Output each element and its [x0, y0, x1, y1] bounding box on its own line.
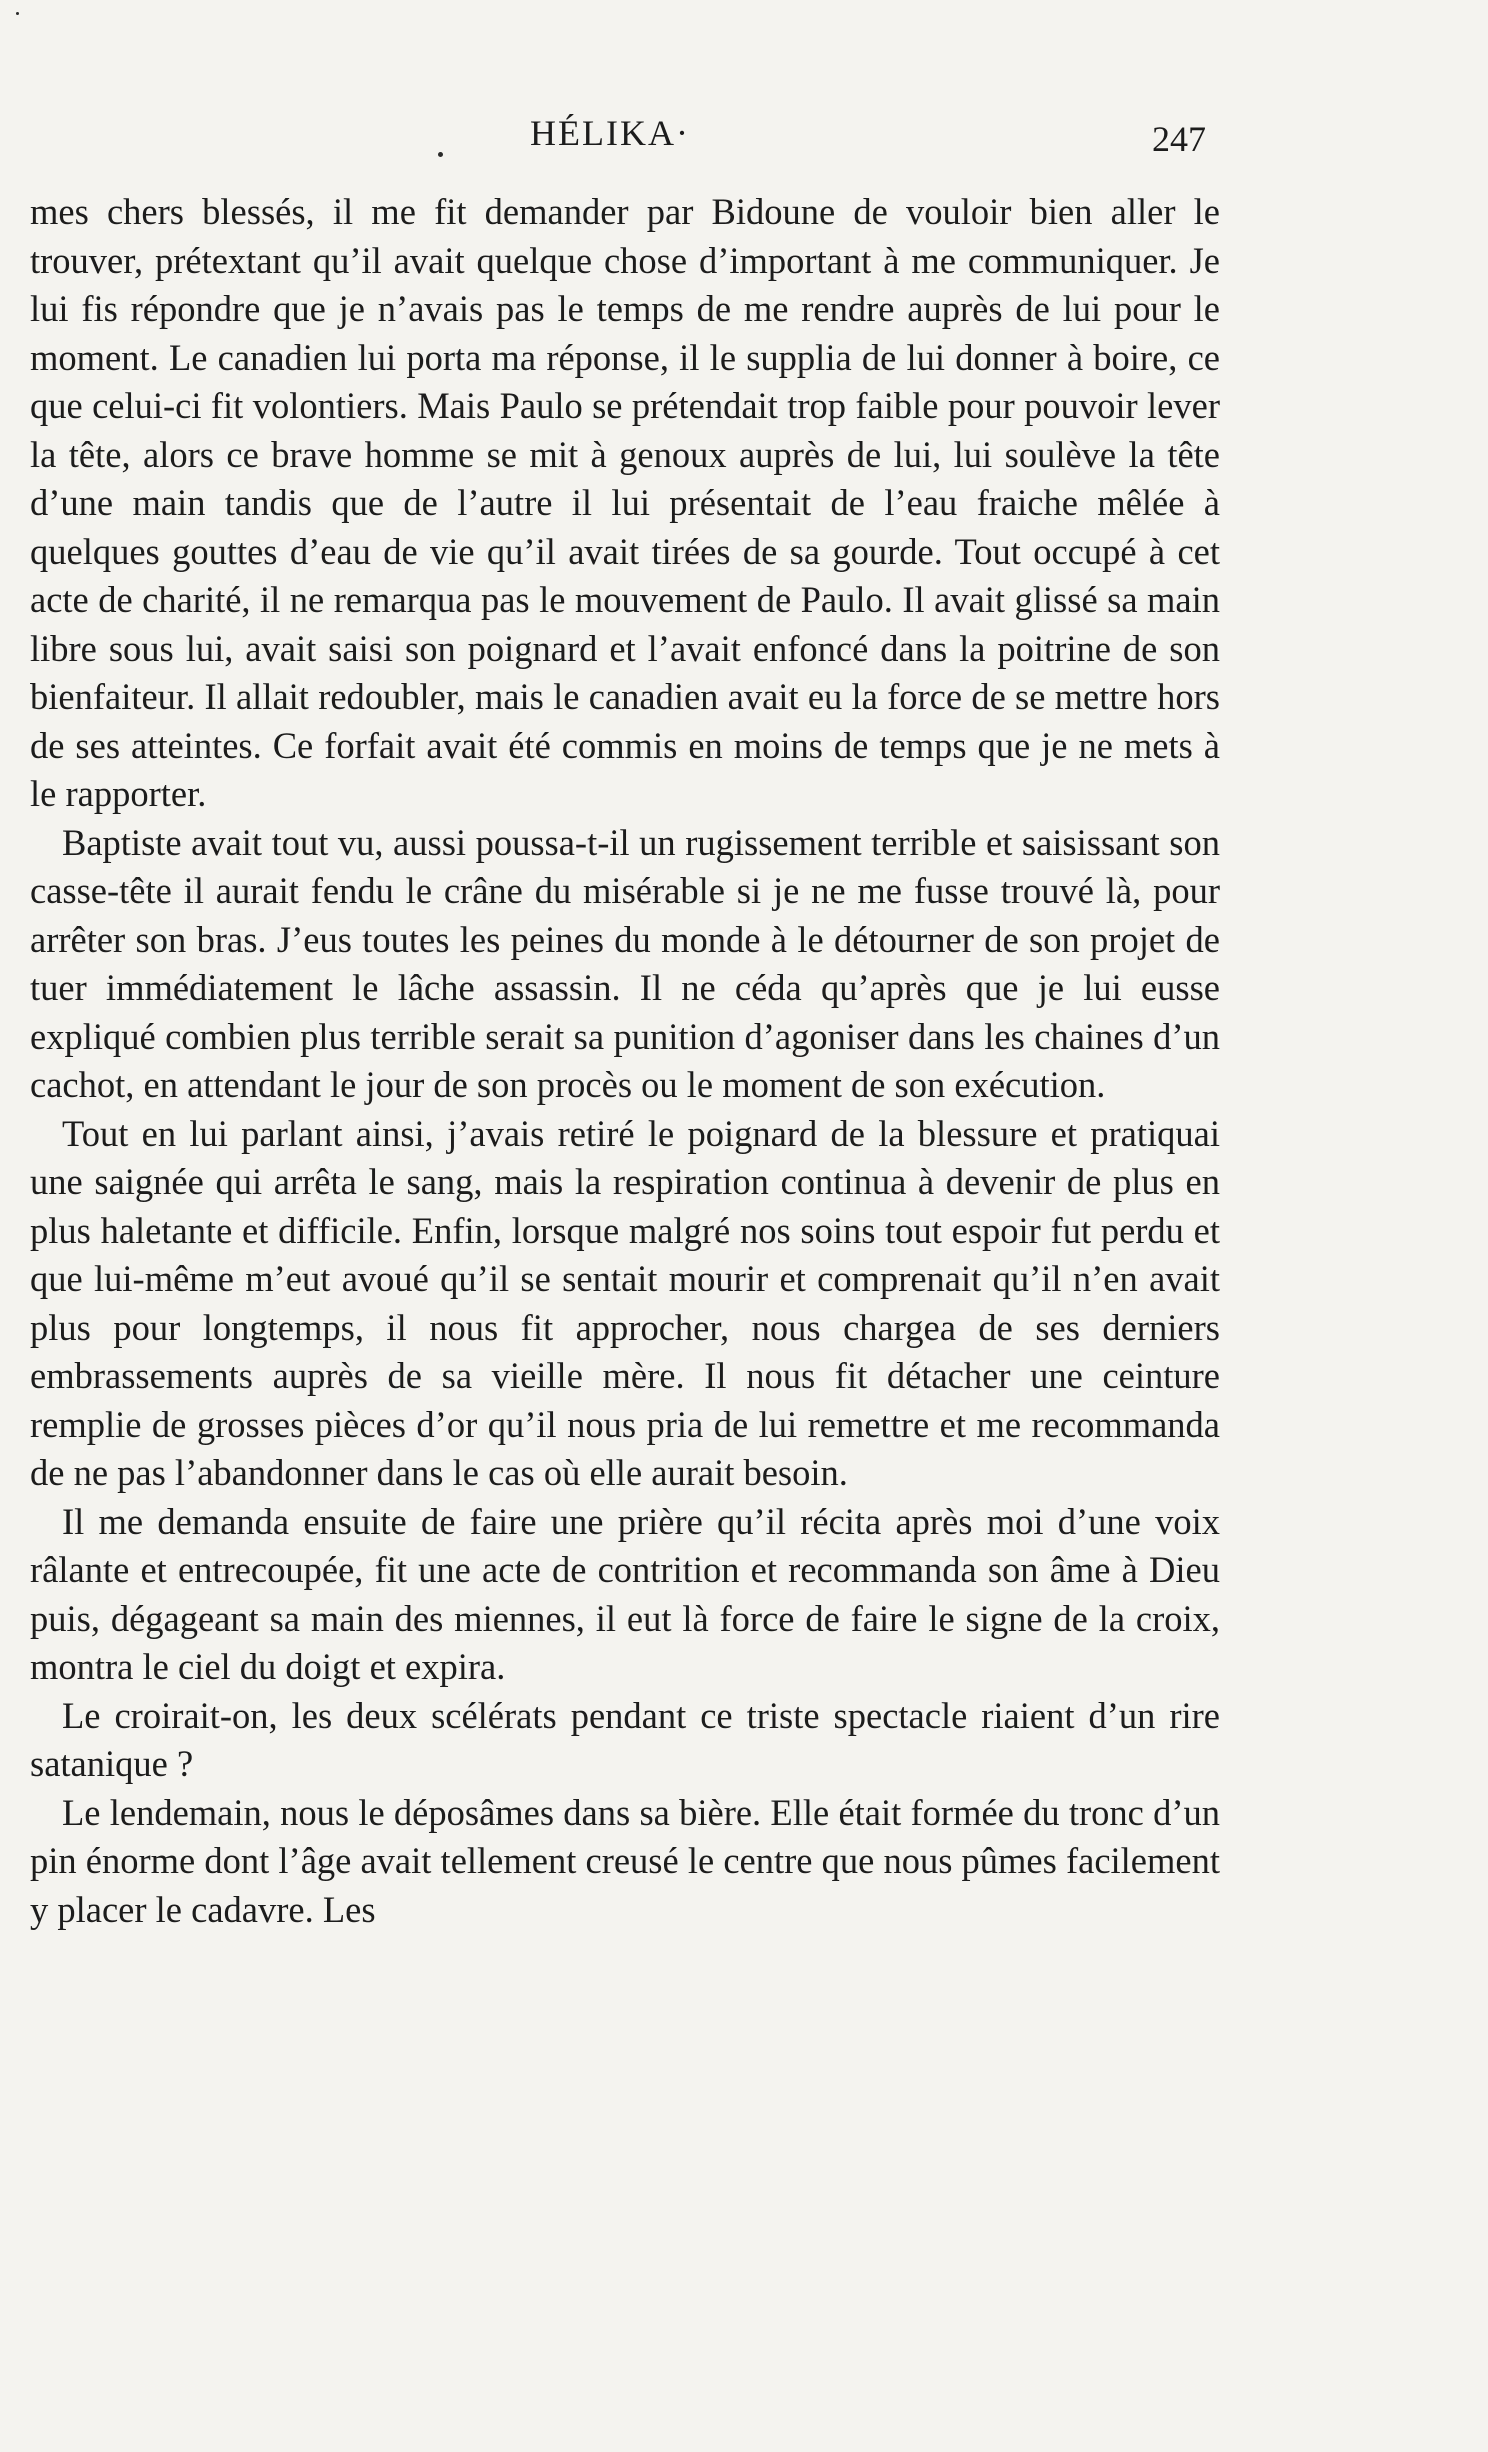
paragraph-2: Baptiste avait tout vu, aussi poussa-t-il un rugissement terrible et saisissant son casse-tête il aurait fendu le crâne du misérable si je ne me fusse trouvé là, pour arrêter son bras. J’eus toutes les peines du monde à le détourner de son projet de tuer immédiatement le lâche assassin. Il ne céda qu’après que je lui eusse expliqué combien plus terrible serait sa punition d’agoniser dans les chaines d’un cachot, en attendant le jour de son procès ou le moment de son exécution.: [30, 821, 1220, 1105]
paragraph-6: Le lendemain, nous le déposâmes dans sa bière. Elle était formée du tronc d’un pin énorme dont l’âge avait tellement creusé le centre que nous pûmes facilement y placer le cadavre. Les: [30, 1791, 1220, 1930]
paragraph-3: Tout en lui parlant ainsi, j’avais retiré le poignard de la blessure et pratiquai une saignée qui arrêta le sang, mais la respiration continua à devenir de plus en plus haletante et difficile. Enfin, lorsque malgré nos soins tout espoir fut perdu et que lui-même m’eut avoué qu’il se sentait mourir et comprenait qu’il n’en avait plus pour longtemps, il nous fit approcher, nous chargea de ses derniers embrassements auprès de sa vieille mère. Il nous fit détacher une ceinture remplie de grosses pièces d’or qu’il nous pria de lui remettre et me recommanda de ne pas l’abandonner dans le cas où elle aurait besoin.: [30, 1112, 1220, 1493]
paragraph-4: Il me demanda ensuite de faire une prière qu’il récita après moi d’une voix râlante et entrecoupée, fit une acte de contrition et recommanda son âme à Dieu puis, dégageant sa main des miennes, il eut là force de faire le signe de la croix, montra le ciel du doigt et expira.: [30, 1500, 1220, 1687]
scan-speck: [16, 12, 19, 15]
running-head: [0, 112, 1488, 162]
body-text: [30, 188, 1220, 1934]
page-number: 247: [1152, 119, 1206, 159]
paragraph-1: mes chers blessés, il me fit demander par Bidoune de vouloir bien aller le trouver, prétextant qu’il avait quelque chose d’important à me communiquer. Je lui fis répondre que je n’avais pas le temps de me rendre auprès de lui pour le moment. Le canadien lui porta ma réponse, il le supplia de lui donner à boire, ce que celui-ci fit volontiers. Mais Paulo se prétendait trop faible pour pouvoir lever la tête, alors ce brave homme se mit à genoux auprès de lui, lui soulève la tête d’une main tandis que de l’autre il lui présentait de l’eau fraiche mêlée à quelques gouttes d’eau de vie qu’il avait tirées de sa gourde. Tout occupé à cet acte de charité, il ne remarqua pas le mouvement de Paulo. Il avait glissé sa main libre sous lui, avait saisi son poignard et l’avait enfoncé dans la poitrine de son bienfaiteur. Il allait redoubler, mais le canadien avait eu la force de se mettre hors de ses atteintes. Ce forfait avait été commis en moins de temps que je ne mets à le rapporter.: [30, 191, 1220, 814]
paragraph-5: Le croirait-on, les deux scélérats pendant ce triste spectacle riaient d’un rire satanique ?: [30, 1694, 1220, 1784]
running-title: HÉLIKA·: [530, 113, 690, 153]
scan-speck: [438, 152, 443, 157]
